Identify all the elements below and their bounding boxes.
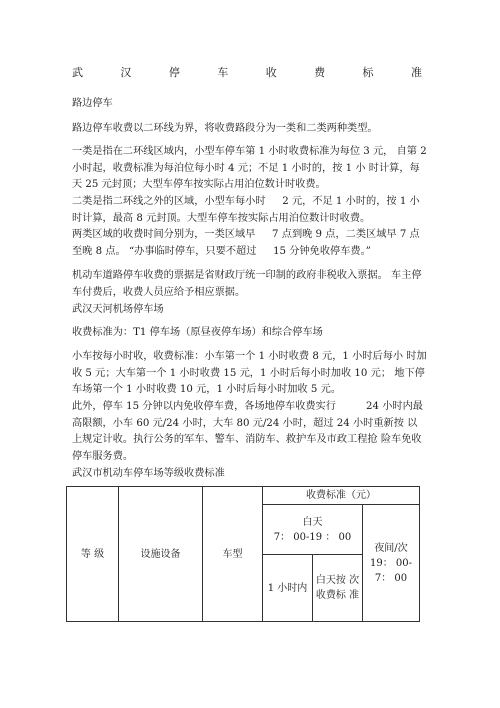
title-char: 费 — [314, 66, 326, 79]
roadside-heading: 路边停车 — [72, 98, 113, 109]
within-hour-header: 1 小时内 — [263, 555, 313, 622]
title-char: 武 — [72, 66, 83, 79]
roadside-intro: 路边停车收费以二环线为界，将收费路段分为一类和二类两种类型。 — [72, 123, 378, 134]
grade-header: 等 级 — [67, 487, 119, 622]
airport-rates-paragraph: 小车按每小时收，收费标准：小车第一个 1 小时收费 8 元，1 小时后每小 时加收 5 元；大车第一个 1 小时收费 15 元，1 小时后每小时加收 10 元； 地下停车场第一个 1 小时收费 10 元，1 小时后每小时加收 5 元。 — [72, 351, 427, 396]
night-header: 夜间/次 19： 00- 7： 00 — [363, 505, 420, 622]
title-char: 停 — [168, 66, 180, 79]
table-heading: 武汉市机动车停车场等级收费标准 — [72, 468, 225, 479]
vehicle-header: 车型 — [203, 487, 263, 622]
class1-paragraph: 一类是指在二环线区域内，小型车停车第 1 小时收费标准为每位 3 元， 自第 2 小时起，收费标准为每泊位每小时 4 元；不足 1 小时的，按 1 小 时计算，每天 25 元封顶；大型车停车按实际占用泊位数计时收费。 — [72, 146, 427, 191]
title-char: 汉 — [120, 66, 132, 79]
title-char: 标 — [362, 66, 374, 79]
facility-header: 设施设备 — [119, 487, 203, 622]
airport-other-paragraph: 此外，停车 15 分钟以内免收停车费，各场地停车收费实行 24 小时内最高限额，小车 60 元/24 小时，大车 80 元/24 小时，超过 24 小时重新按 以上规定计收。执行公务的军车、警车、消防车、救护车及市政工程抢 险车免收停车服务费。 — [72, 401, 423, 462]
hours-paragraph: 两类区域的收费时间分别为，一类区域早 7 点到晚 9 点，二类区域早 7 点至晚 8 点。 “办事临时停车，只要不超过 15 分钟免收停车费。” — [72, 229, 420, 257]
airport-standard: 收费标准为：T1 停车场（原昼夜停车场）和综合停车场 — [72, 327, 323, 338]
fee-table — [66, 486, 420, 622]
daytime-header: 白天 7： 00-19 ： 00 — [263, 505, 363, 555]
title-char: 准 — [410, 66, 422, 79]
document-title — [72, 64, 422, 80]
title-char: 车 — [217, 66, 229, 79]
daytime-per-header: 白天按 次 收费标 准 — [313, 555, 363, 622]
receipt-paragraph: 机动车道路停车收费的票据是省财政厅统一印制的政府非税收入票据。 车主停车付费后，收费人员应给予相应票据。 — [72, 270, 422, 298]
fee-standard-header: 收费标准（元） — [263, 487, 420, 505]
title-char: 收 — [265, 66, 277, 79]
airport-heading: 武汉天河机场停车场 — [72, 304, 164, 315]
class2-paragraph: 二类是指二环线之外的区域，小型车每小时 2 元，不足 1 小时的，按 1 小时计算，最高 8 元封顶。大型车停车按实际占用泊位数计时收费。 — [72, 196, 420, 224]
